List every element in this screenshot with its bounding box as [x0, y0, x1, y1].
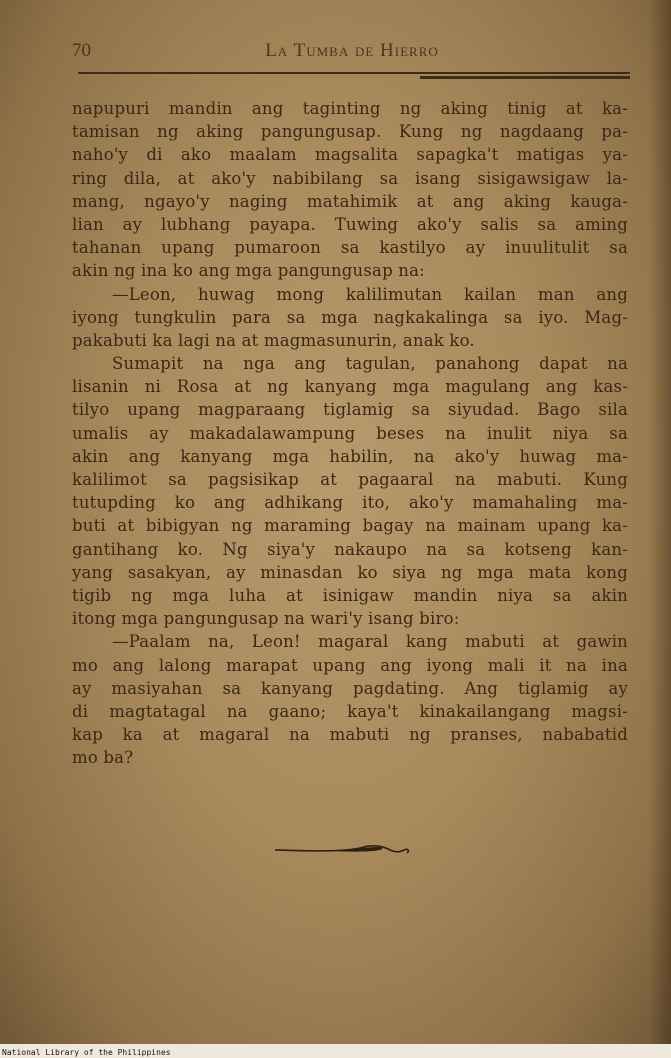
tailpiece-ornament [270, 838, 430, 862]
text-line: mo ang lalong marapat upang ang iyong mali it na ina [72, 655, 628, 675]
text-line: buti at bibigyan ng maraming bagay na mainam upang ka- [72, 516, 628, 536]
text-line: tamisan ng aking pangungusap. Kung ng nagdaang pa- [72, 122, 628, 142]
text-line: kalilimot sa pagsisikap at pagaaral na mabuti. Kung [72, 470, 628, 489]
text-line: pakabuti ka lagi na at magmasunurin, anak ko. [72, 330, 475, 350]
text-line: tahanan upang pumaroon sa kastilyo ay inuulitulit sa [72, 238, 628, 258]
text-line: ay masiyahan sa kanyang pagdating. Ang tiglamig ay [72, 678, 628, 698]
header-rule [78, 72, 630, 74]
text-line: naho'y di ako maalam magsalita sapagka't matigas ya- [72, 145, 628, 165]
text-line: akin ng ina ko ang mga pangungusap na: [72, 261, 425, 281]
text-line: tigib ng mga luha at isinigaw mandin niya sa akin [72, 585, 628, 605]
text-line: lian ay lubhang payapa. Tuwing ako'y salis sa aming [72, 214, 628, 234]
text-line: kap ka at magaral na mabuti ng pranses, nababatid [72, 725, 628, 745]
page-number: 70 [72, 40, 91, 61]
text-line: gantihang ko. Ng siya'y nakaupo na sa kotseng kan- [72, 539, 628, 559]
header-rule-thick [420, 76, 630, 79]
footer-credit: National Library of the Philippines [2, 1048, 171, 1057]
text-line: itong mga pangungusap na wari'y isang biro: [72, 609, 460, 629]
text-line: ring dila, at ako'y nabibilang sa isang sisigawsigaw la- [72, 168, 628, 188]
text-line: napupuri mandin ang taginting ng aking tinig at ka- [72, 99, 628, 118]
text-line: tilyo upang magparaang tiglamig sa siyudad. Bago sila [72, 400, 628, 420]
text-line: mo ba? [72, 748, 134, 768]
text-line: iyong tungkulin para sa mga nagkakalinga sa iyo. Mag- [72, 307, 628, 327]
text-line: yang sasakyan, ay minasdan ko siya ng mga mata kong [72, 562, 628, 582]
text-line: mang, ngayo'y naging matahimik at ang aking kauga- [72, 191, 628, 211]
text-line: lisanin ni Rosa at ng kanyang mga magulang ang kas- [72, 377, 628, 397]
page-edge-shadow [649, 0, 671, 1058]
text-line: Sumapit na nga ang tagulan, panahong dapat na [112, 354, 628, 374]
text-line: umalis ay makadalawampung beses na inulit niya sa [72, 423, 628, 443]
page-header [72, 38, 632, 68]
text-line: —Paalam na, Leon! magaral kang mabuti at gawin [112, 632, 628, 652]
text-line: akin ang kanyang mga habilin, na ako'y huwag ma- [72, 446, 628, 466]
body-text [72, 97, 628, 769]
text-line: —Leon, huwag mong kalilimutan kailan man ang [112, 284, 628, 304]
running-title: La Tumba de Hierro [265, 40, 439, 61]
text-line: tutupding ko ang adhikang ito, ako'y mamahaling ma- [72, 493, 628, 513]
text-line: di magtatagal na gaano; kaya't kinakailangang magsi- [72, 701, 628, 721]
